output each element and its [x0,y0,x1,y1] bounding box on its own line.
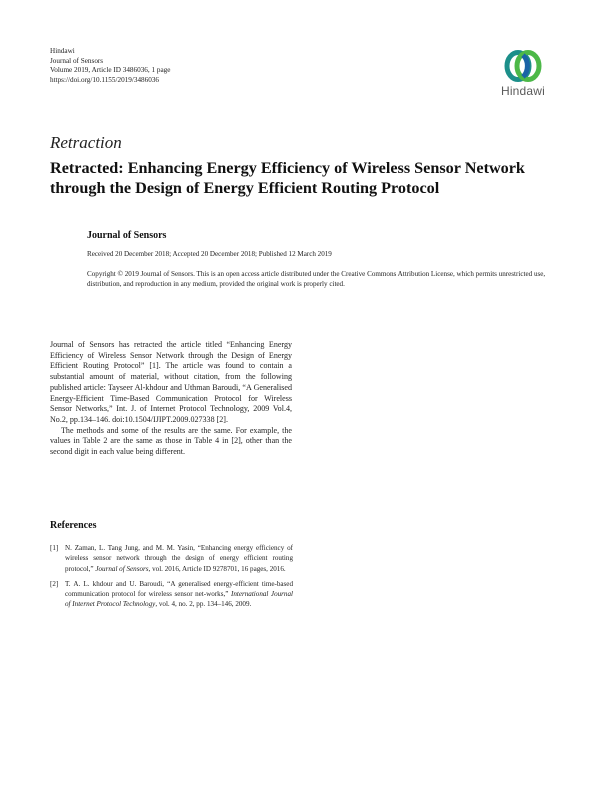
article-dates: Received 20 December 2018; Accepted 20 December 2018; Published 12 March 2019 [87,250,332,258]
hindawi-logo-text: Hindawi [500,84,546,98]
publisher-name: Hindawi [50,47,75,55]
doi-link[interactable]: https://doi.org/10.1155/2019/3486036 [50,75,160,84]
references-heading: References [50,520,97,531]
article-author: Journal of Sensors [87,230,167,241]
retraction-body [50,340,292,458]
article-type: Retraction [50,133,122,152]
reference-number: [2] [50,579,59,588]
reference-text: T. A. L. khdour and U. Baroudi, “A generalised energy-efficient time-based communication protocol for wireless sensor net-works,” International Journal of Internet Protocol Technology, vol. 4, no. 2, pp. 134–146, 2009. [65,579,293,609]
reference-number: [1] [50,544,59,552]
article-meta [50,47,170,85]
article-title: Retracted: Enhancing Energy Efficiency of Wireless Sensor Network through the Design of Energy Efficient Routing Protocol [50,159,525,197]
hindawi-logo [496,48,550,104]
reference-item [50,543,293,574]
copyright-notice: Copyright © 2019 Journal of Sensors. This is an open access article distributed under the Creative Commons Attribution License, which permits unrestricted use, distribution, and reproduction in any medium, provided the original work is properly cited. [87,270,546,289]
references-list [50,543,293,615]
reference-item [50,579,293,610]
hindawi-logo-icon [503,48,543,84]
body-paragraph: Journal of Sensors has retracted the article titled “Enhancing Energy Efficiency of Wireless Sensor Network through the Design of Energy Efficient Routing Protocol” [1]. The article was found to contain a substantial amount of material, without citation, from the following published article: Tayseer Al-khdour and Uthman Baroudi, “A Generalised Energy-Efficient Time-Based Communication Protocol for Wireless Sensor Networks,” Int. J. of Internet Protocol Technology, 2009 Vol.4, No.2, pp.134–146. doi:10.1504/IJIPT.2009.027338 [2]. [50,340,292,424]
volume-info: Volume 2019, Article ID 3486036, 1 page [50,66,171,75]
reference-text: N. Zaman, L. Tang Jung, and M. M. Yasin, “Enhancing energy efficiency of wireless sensor network through the design of energy efficient routing protocol,” Journal of Sensors, vol. 2016, Article ID 9278701, 16 pages, 2016. [65,544,293,573]
journal-name: Journal of Sensors [50,56,104,65]
body-paragraph: The methods and some of the results are the same. For example, the values in Table 2 are the same as those in Table 4 in [2], other than the second digit in each value being different. [50,425,292,457]
